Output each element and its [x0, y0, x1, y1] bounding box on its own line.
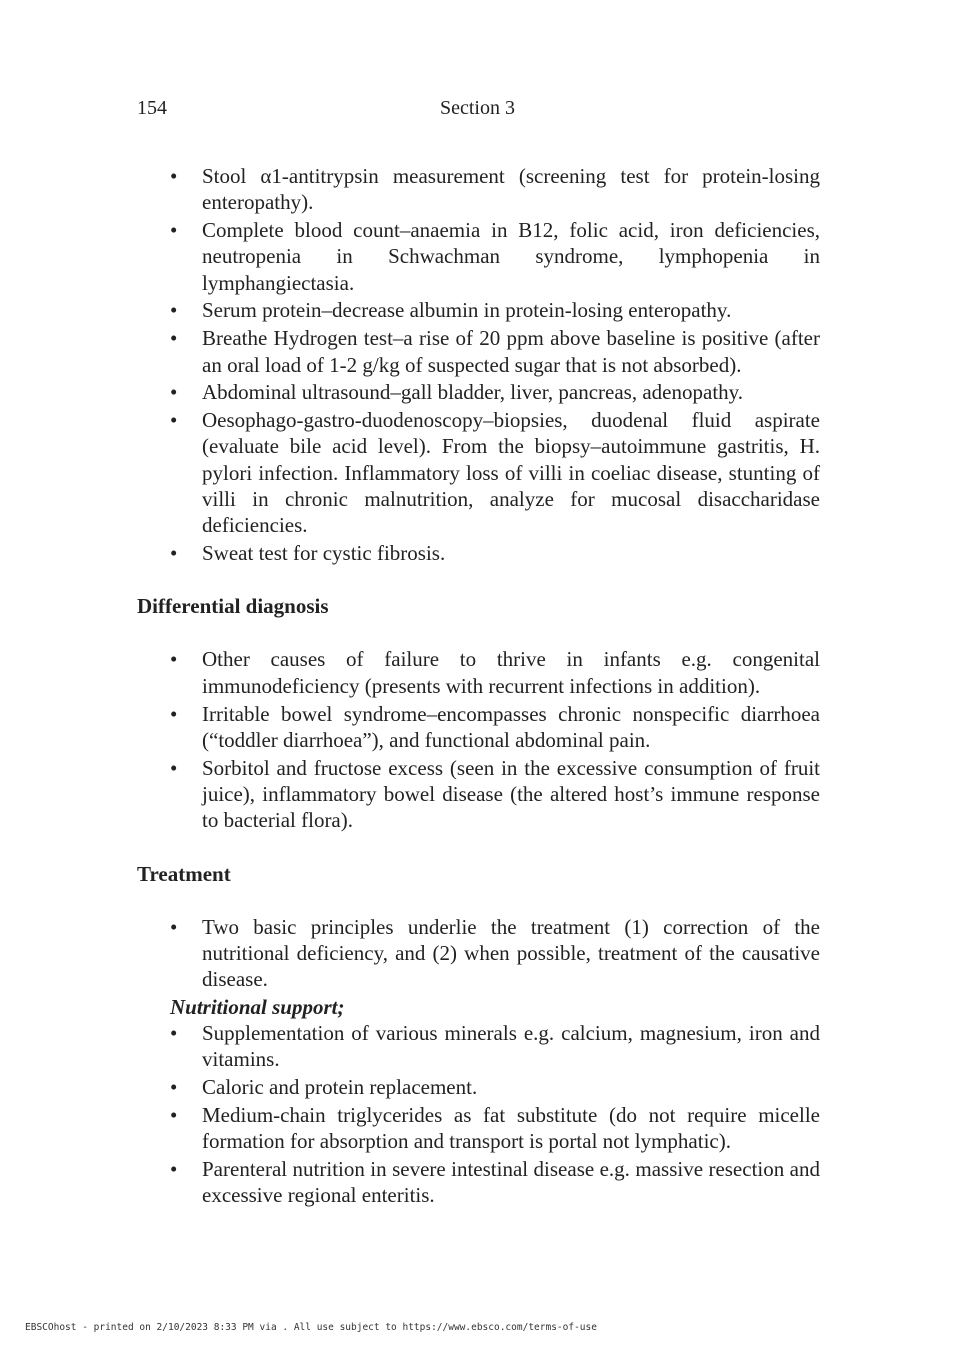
list-item: • Sweat test for cystic fibrosis. [170, 541, 446, 566]
list-item: • Caloric and protein replacement. [170, 1075, 478, 1100]
bullet-icon: • [170, 914, 178, 939]
list-item: • Abdominal ultrasound–gall bladder, liver, pancreas, adenopathy. [170, 380, 744, 405]
bullet-icon: • [170, 647, 178, 672]
nutritional-support-heading: Nutritional support; [170, 994, 345, 1019]
running-header-section: Section 3 [440, 97, 515, 119]
bullet-icon: • [170, 380, 178, 405]
nutritional-support-list [137, 1020, 820, 1209]
treatment-principles-list [137, 914, 820, 993]
list-item: • Complete blood count–anaemia in B12, folic acid, iron deficiencies, neutropenia in Schwachman syndrome, lymphopenia in lymphangiectasia. [170, 218, 820, 295]
bullet-icon: • [170, 1020, 178, 1045]
bullet-icon: • [170, 755, 178, 780]
bullet-icon: • [170, 218, 178, 243]
page-content [137, 163, 820, 1210]
bullet-icon: • [170, 1102, 178, 1127]
differential-diagnosis-heading: Differential diagnosis [137, 594, 329, 619]
page-number: 154 [137, 97, 167, 119]
list-item: • Supplementation of various minerals e.g. calcium, magnesium, iron and vitamins. [170, 1020, 820, 1072]
list-item: • Irritable bowel syndrome–encompasses chronic nonspecific diarrhoea (“toddler diarrhoea”), and functional abdominal pain. [170, 701, 820, 752]
list-item: • Stool α1-antitrypsin measurement (screening test for protein-losing enteropathy). [170, 164, 820, 215]
list-item: • Sorbitol and fructose excess (seen in the excessive consumption of fruit juice), inflammatory bowel disease (the altered host’s immune response to bacterial flora). [170, 755, 820, 833]
treatment-heading: Treatment [137, 861, 231, 886]
list-item: • Serum protein–decrease albumin in protein-losing enteropathy. [170, 298, 732, 323]
print-footer-note: EBSCOhost - printed on 2/10/2023 8:33 PM via . All use subject to https://www.ebsco.com/terms-of-use [25, 1322, 597, 1333]
list-item: • Other causes of failure to thrive in infants e.g. congenital immunodeficiency (presents with recurrent infections in addition). [170, 647, 820, 698]
differential-diagnosis-list [137, 646, 820, 833]
bullet-icon: • [170, 701, 178, 726]
list-item: • Two basic principles underlie the treatment (1) correction of the nutritional deficiency, and (2) when possible, treatment of the causative disease. [170, 914, 820, 992]
list-item: • Parenteral nutrition in severe intestinal disease e.g. massive resection and excessive regional enteritis. [170, 1156, 820, 1208]
investigations-list [137, 163, 820, 566]
bullet-icon: • [170, 326, 178, 351]
list-item: • Medium-chain triglycerides as fat substitute (do not require micelle formation for absorption and transport is portal not lymphatic). [170, 1102, 820, 1154]
list-item: • Breathe Hydrogen test–a rise of 20 ppm above baseline is positive (after an oral load of 1-2 g/kg of suspected sugar that is not absorbed). [170, 326, 820, 377]
bullet-icon: • [170, 298, 178, 323]
bullet-icon: • [170, 541, 178, 566]
bullet-icon: • [170, 1075, 178, 1100]
list-item: • Oesophago-gastro-duodenoscopy–biopsies, duodenal fluid aspirate (evaluate bile acid level). From the biopsy–autoimmune gastritis, H. pylori infection. Inflammatory loss of villi in coeliac disease, stunting of villi in chronic malnutrition, analyze for mucosal disaccharidase deficiencies. [170, 408, 820, 538]
bullet-icon: • [170, 164, 178, 188]
bullet-icon: • [170, 1156, 178, 1181]
bullet-icon: • [170, 408, 178, 433]
